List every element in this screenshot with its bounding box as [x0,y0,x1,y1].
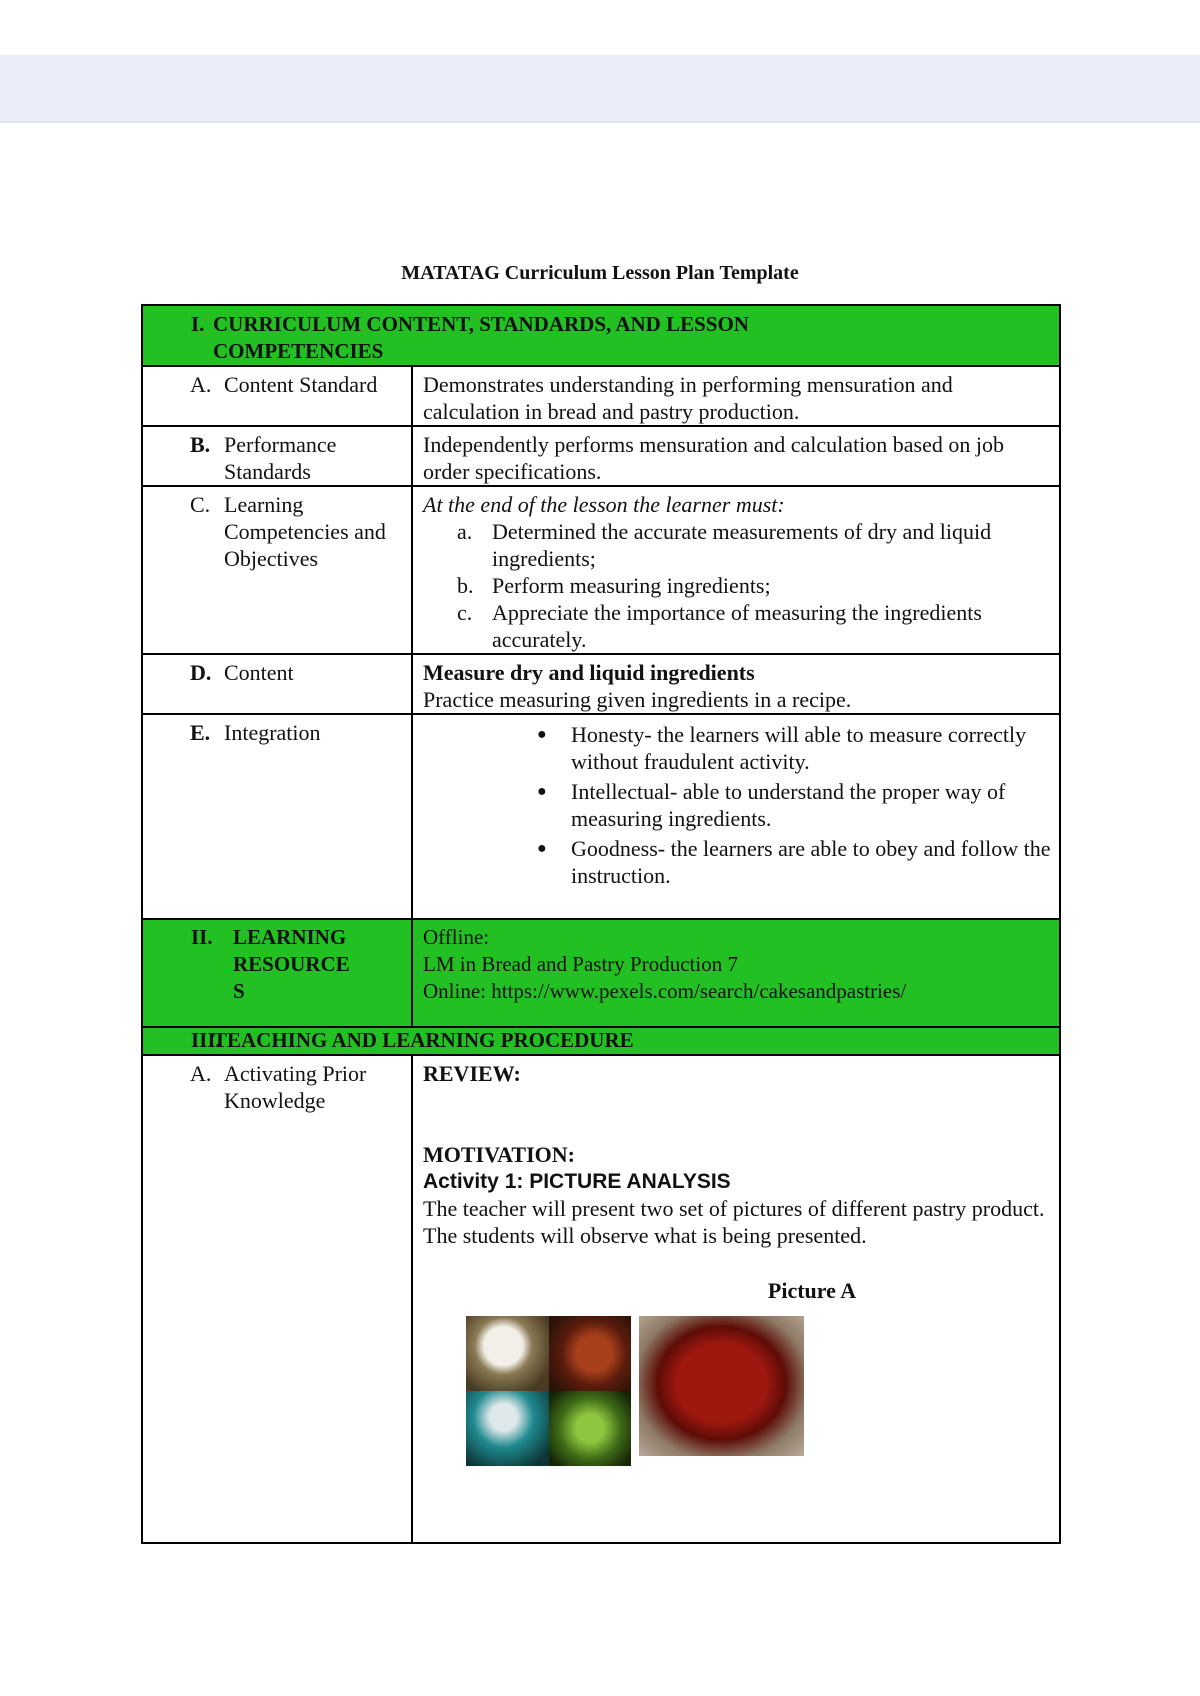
row-content [142,654,1060,714]
bullet-item: ● Goodness- the learners are able to obey and follow the instruction. [537,836,1051,888]
top-banner [0,55,1200,123]
section-title: CURRICULUM CONTENT, STANDARDS, AND LESSON COMPETENCIES [213,312,749,363]
row-label: Learning Competencies and Objectives [224,492,386,571]
row-text: Demonstrates understanding in performing mensuration and calculation in bread and pastry production. [423,372,953,424]
pastry-photo [549,1391,632,1466]
activity-heading: Activity 1: PICTURE ANALYSIS [423,1170,731,1193]
pastry-photo [549,1316,632,1391]
list-item: c. Appreciate the importance of measuring the ingredients accurately. [457,600,982,652]
offline-label: Offline: [423,925,490,949]
review-heading: REVIEW: [423,1061,521,1086]
objectives-intro: At the end of the lesson the learner must: [423,492,785,517]
row-letter: B. [190,432,211,457]
row-integration [142,714,1060,919]
row-label: Content Standard [224,372,378,397]
cake-photo [639,1316,804,1456]
content-heading: Measure dry and liquid ingredients [423,660,755,685]
picture-a-images [423,1316,1051,1466]
row-label: Content [224,660,294,685]
motivation-heading: MOTIVATION: [423,1142,575,1167]
activity-instruction: The students will observe what is being presented. [423,1223,867,1248]
list-item: b. Perform measuring ingredients; [457,573,771,598]
section-title: LEARNING RESOURCE S [233,925,350,1003]
picture-caption: Picture A [767,1278,857,1303]
content-text: Practice measuring given ingredients in a recipe. [423,687,852,712]
row-label: Activating Prior Knowledge [224,1061,367,1113]
section-number: III. [191,1028,221,1052]
pastry-photo [466,1391,549,1466]
row-letter: A. [190,372,212,397]
section-title: TEACHING AND LEARNING PROCEDURE [213,1028,634,1052]
section-2-learning-resources [142,919,1060,1027]
section-number: II. [191,925,213,949]
bullet-item: ● Honesty- the learners will able to measure correctly without fraudulent activity. [537,722,1027,774]
pastry-collage-image [466,1316,631,1466]
section-number: I. [191,312,205,336]
online-link[interactable]: Online: https://www.pexels.com/search/cakesandpastries/ [423,979,907,1003]
row-letter: E. [190,720,211,745]
section-1-header [142,305,1060,366]
row-performance-standards [142,426,1060,486]
row-letter: D. [190,660,212,685]
bullet-icon: ● [537,840,547,857]
lesson-plan-table [141,304,1061,1544]
row-text: Independently performs mensuration and calculation based on job order specifications. [423,432,1004,484]
row-letter: A. [190,1061,212,1086]
bullet-icon: ● [537,726,547,743]
row-label: Performance Standards [224,432,337,484]
offline-text: LM in Bread and Pastry Production 7 [423,952,738,976]
bullet-icon: ● [537,783,547,800]
row-label: Integration [224,720,321,745]
row-content-standard [142,366,1060,426]
section-3-header [142,1027,1060,1055]
bullet-item: ● Intellectual- able to understand the proper way of measuring ingredients. [537,779,1006,831]
row-learning-competencies [142,486,1060,654]
pastry-photo [466,1316,549,1391]
row-letter: C. [190,492,211,517]
document-title: MATATAG Curriculum Lesson Plan Template [401,262,799,284]
list-item: a. Determined the accurate measurements of dry and liquid ingredients; [457,519,992,571]
activity-description: The teacher will present two set of pictures of different pastry product. [423,1196,1045,1221]
row-activating-prior-knowledge [142,1055,1060,1543]
